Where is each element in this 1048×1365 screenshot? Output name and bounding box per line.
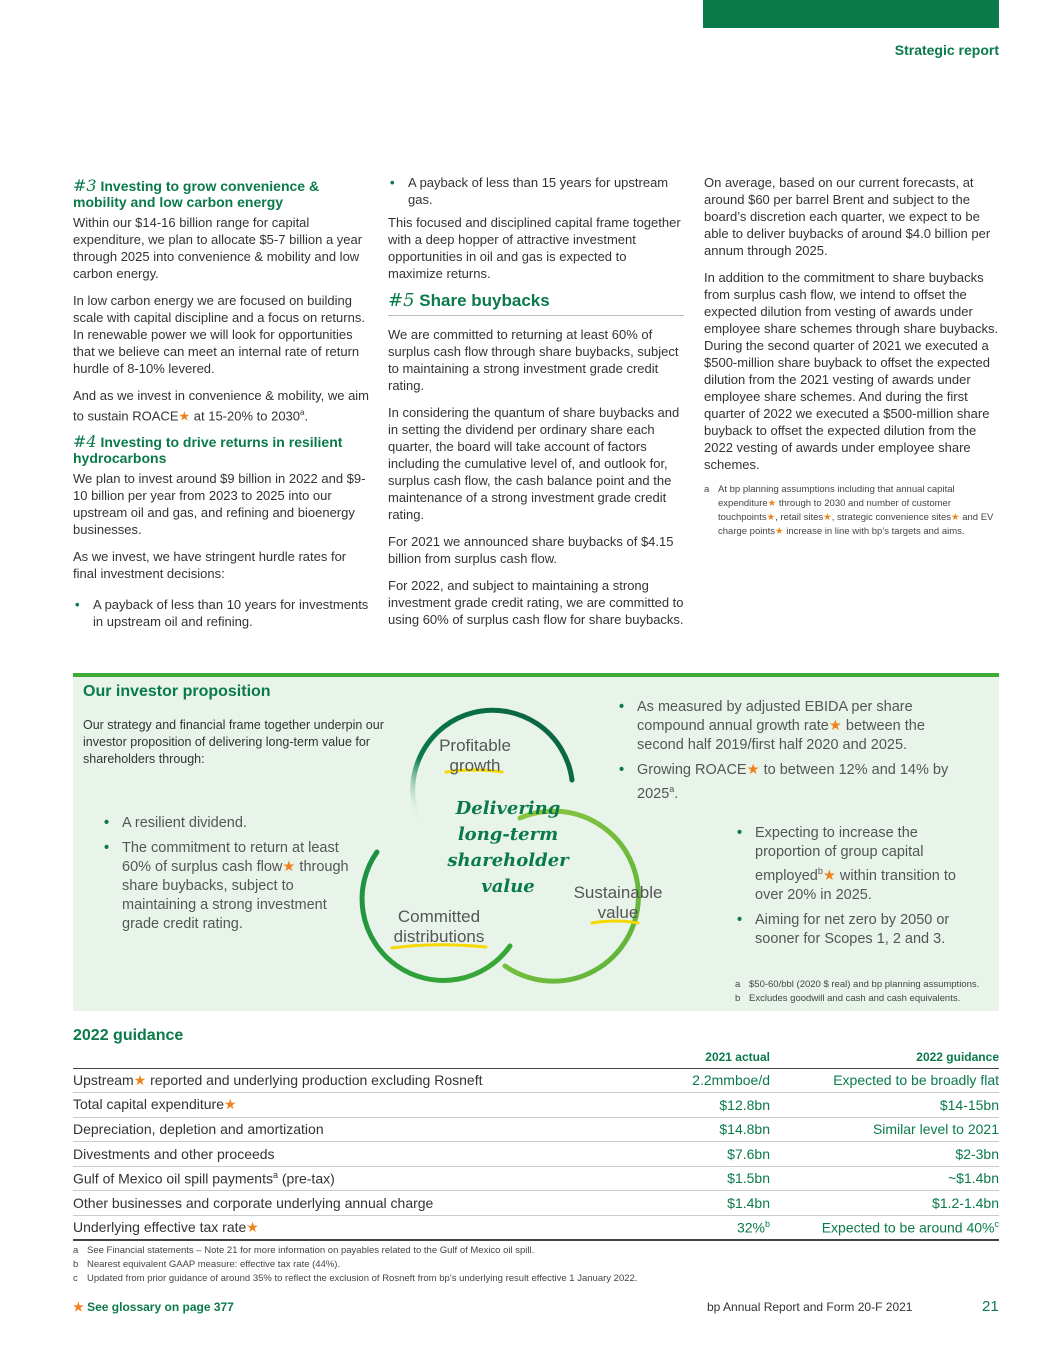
list-item: • A payback of less than 15 years for upstream gas. (388, 174, 684, 208)
table-row: Upstream★ reported and underlying production excluding Rosneft 2.2mmboe/d Expected to be broadly flat (73, 1068, 999, 1093)
glossary-star-icon: ★ (775, 526, 784, 537)
paragraph: In addition to the commitment to share buybacks from surplus cash flow, we intend to offset the expected dilution from vesting of awards under employee share schemes through share buybacks. During the second quarter of 2021 we executed a $500-million share buyback to offset the expected dilution from the 2021 vesting of awards under employee share schemes. And during the first quarter of 2022 we executed a $500-million share buyback to offset the expected dilution from the 2022 vesting of awards under employee share schemes. (704, 270, 999, 472)
footnote: a At bp planning assumptions including that annual capital expenditure★ through to 2030 and number of customer touchpoints★, retail sites★, strategic convenience sites★ and EV charge points★ increase in line with bp’s targets and aims. (704, 484, 994, 537)
glossary-star-icon: ★ (767, 498, 777, 509)
glossary-star-icon: ★ (224, 1096, 237, 1113)
list-item: • A resilient dividend. (102, 814, 352, 833)
glossary-star-icon: ★ (178, 408, 191, 424)
table-row: Underlying effective tax rate★ 32%$^b$ Expected to be around 40%$^c$ (73, 1215, 999, 1240)
committed-distributions-bullets (102, 814, 352, 940)
guidance-footnotes: a See Financial statements – Note 21 for more information on payables related to the Gulf of Mexico oil spill. b Nearest equivalent GAAP measure: effective tax rate (44%). c Updated from prior guidance of around 35% to reflect the exclusion of Rosneft from bp’s underlying result effective 1 January 2022. (73, 1245, 638, 1284)
paragraph: For 2022, and subject to maintaining a strong investment grade credit rating, we are committed to using 60% of surplus cash flow for share buybacks. (388, 578, 684, 627)
glossary-star-icon: ★ (828, 718, 842, 734)
heading-5: #5 Share buybacks (388, 292, 684, 316)
paragraph: And as we invest in convenience & mobility, we aim to sustain ROACE★ at 15-20% to 2030$^a$. (73, 388, 370, 424)
paragraph: In low carbon energy we are focused on building scale with capital discipline and a focus on returns. In renewable power we will look for opportunities that we believe can meet an internal rate of return hurdle of 8-10% levered. (73, 293, 365, 376)
paragraph: We are committed to returning at least 60% of surplus cash flow through share buybacks, subject to maintaining a strong investment grade credit rating. (388, 327, 679, 393)
paragraph: On average, based on our current forecasts, at around $60 per barrel Brent and subject to the board’s discretion each quarter, we expect to be able to deliver buybacks of around $4.0 billion per annum through 2025. (704, 175, 991, 258)
column-3 (704, 174, 1000, 539)
label-committed-distributions: Committed distributions (393, 907, 485, 946)
guidance-table (73, 1044, 999, 1241)
investor-proposition-intro: Our strategy and financial frame together underpin our investor proposition of delivering long-term value for shareholders through: (83, 718, 384, 766)
list-item: • Expecting to increase the proportion of group capital employed$^b$★ within transition to over 20% in 2025. (735, 824, 975, 905)
list-item: • A payback of less than 10 years for investments in upstream oil and refining. (73, 596, 371, 630)
column-header-actual: 2021 actual (573, 1044, 770, 1068)
bullet-list (73, 596, 371, 630)
header-color-bar (703, 0, 999, 28)
profitable-growth-bullets (617, 698, 957, 810)
table-row: Total capital expenditure★ $12.8bn $14-15bn (73, 1093, 999, 1118)
heading-4: #4 Investing to drive returns in resilient hydrocarbons (73, 432, 343, 467)
column-2 (388, 174, 684, 638)
table-row: Gulf of Mexico oil spill payments$^a$ (pre-tax) $1.5bn ~$1.4bn (73, 1166, 999, 1191)
column-1 (73, 178, 371, 636)
label-profitable-growth: Profitable growth (439, 736, 511, 775)
glossary-star-icon: ★ (746, 762, 760, 778)
glossary-star-icon: ★ (951, 512, 960, 523)
column-header-guidance: 2022 guidance (770, 1044, 999, 1068)
glossary-star-icon: ★ (282, 859, 296, 875)
section-label: Strategic report (894, 42, 999, 58)
paragraph: This focused and disciplined capital frame together with a deep hopper of attractive investment opportunities in oil and gas is expected to maximize returns. (388, 215, 681, 281)
page-number: 21 (982, 1298, 999, 1315)
table-row: Divestments and other proceeds $7.6bn $2-3bn (73, 1142, 999, 1167)
glossary-star-icon: ★ (766, 512, 776, 523)
glossary-star-icon: ★ (246, 1218, 259, 1235)
guidance-title: 2022 guidance (73, 1027, 184, 1044)
paragraph: We plan to invest around $9 billion in 2022 and $9-10 billion per year from 2023 to 2025 into our upstream oil and gas, and refining and bioenergy businesses. (73, 471, 366, 538)
paragraph: As we invest, we have stringent hurdle rates for final investment decisions: (73, 549, 347, 582)
glossary-star-icon: ★ (822, 867, 836, 884)
list-item: • Growing ROACE★ to between 12% and 14% by 2025$^a$. (617, 761, 957, 804)
glossary-star-icon: ★ (823, 512, 832, 523)
label-sustainable-value: Sustainable value (573, 883, 663, 922)
glossary-star-icon: ★ (133, 1071, 147, 1088)
list-item: • As measured by adjusted EBIDA per share compound annual growth rate★ between the second half 2019/first half 2020 and 2025. (617, 698, 957, 755)
investor-proposition-title: Our investor proposition (83, 683, 271, 700)
report-name: bp Annual Report and Form 20-F 2021 (707, 1300, 913, 1314)
paragraph: In considering the quantum of share buybacks and in setting the dividend per ordinary share each quarter, the board will take account of factors including the cumulative level of, and outlook for, surplus cash flow, the cash balance point and the maintenance of a strong investment grade credit rating. (388, 405, 680, 522)
heading-3: #3 Investing to grow convenience & mobility and low carbon energy (73, 176, 320, 210)
table-row: Depreciation, depletion and amortization $14.8bn Similar level to 2021 (73, 1117, 999, 1142)
glossary-star-icon: ★ (73, 1300, 84, 1314)
bullet-list (388, 174, 684, 208)
list-item: • Aiming for net zero by 2050 or sooner for Scopes 1, 2 and 3. (735, 911, 975, 949)
paragraph: Within our $14-16 billion range for capital expenditure, we plan to allocate $5-7 billion a year through 2025 into convenience & mobility and low carbon energy. (73, 215, 363, 281)
list-item: • The commitment to return at least 60% of surplus cash flow★ through share buybacks, subject to maintaining a strong investment grade credit rating. (102, 839, 352, 934)
table-header-row (73, 1044, 999, 1068)
center-slogan: Delivering long-term shareholder value (447, 798, 569, 897)
sustainable-value-bullets (735, 824, 975, 955)
glossary-link[interactable]: ★ See glossary on page 377 (73, 1300, 234, 1314)
paragraph: For 2021 we announced share buybacks of $4.15 billion from surplus cash flow. (388, 534, 674, 566)
panel-footnotes: a $50-60/bbl (2020 $ real) and bp planning assumptions. b Excludes goodwill and cash and cash equivalents. (735, 979, 980, 1004)
table-row: Other businesses and corporate underlying annual charge $1.4bn $1.2-1.4bn (73, 1191, 999, 1216)
